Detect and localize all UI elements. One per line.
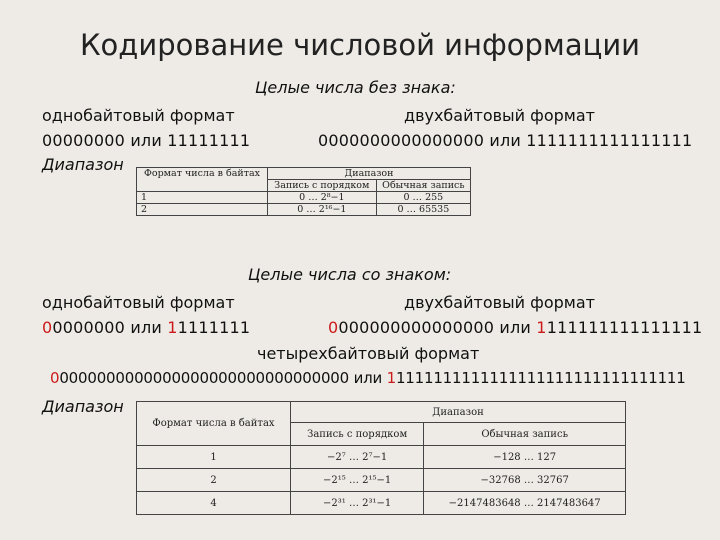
cell-order: 0 … 2⁸−1 [268, 192, 377, 204]
signed-heading: Целые числа со знаком: [248, 265, 452, 284]
signed-four-byte-label: четырехбайтовый формат [257, 344, 480, 363]
unsigned-range-table [136, 167, 471, 216]
table-row [137, 204, 471, 216]
signed-two-byte-values [328, 318, 702, 337]
value-bits: 000000000000000 [338, 318, 495, 337]
table-row [137, 192, 471, 204]
cell-bytes: 2 [137, 469, 291, 492]
signed-range-label: Диапазон [42, 397, 124, 416]
table-header-row [137, 402, 626, 423]
value-bits: 111111111111111 [546, 318, 703, 337]
cell-order: −2³¹ … 2³¹−1 [291, 492, 424, 515]
header-bytes: Формат числа в байтах [137, 402, 291, 446]
value-bits: 1111111 [177, 318, 251, 337]
signed-range-table [136, 401, 626, 515]
sign-bit: 0 [42, 318, 53, 337]
sign-bit: 1 [536, 318, 547, 337]
unsigned-one-byte-label: однобайтовый формат [42, 106, 235, 125]
signed-one-byte-label: однобайтовый формат [42, 293, 235, 312]
value-bits: 0000000000000000000000000000000 [59, 369, 349, 387]
header-bytes: Формат числа в байтах [137, 168, 268, 192]
cell-order: −2¹⁵ … 2¹⁵−1 [291, 469, 424, 492]
sign-bit: 1 [386, 369, 396, 387]
cell-bytes: 1 [137, 446, 291, 469]
signed-four-byte-values [50, 369, 686, 387]
header-normal: Обычная запись [424, 423, 626, 446]
table-row [137, 446, 626, 469]
header-range: Диапазон [291, 402, 626, 423]
table-row [137, 492, 626, 515]
unsigned-two-byte-label: двухбайтовый формат [404, 106, 595, 125]
or-word: или [349, 369, 387, 387]
table-row [137, 469, 626, 492]
value-bits: 0000000 [52, 318, 126, 337]
header-range: Диапазон [268, 168, 471, 180]
header-normal: Обычная запись [376, 180, 470, 192]
cell-bytes: 2 [137, 204, 268, 216]
cell-order: 0 … 2¹⁶−1 [268, 204, 377, 216]
header-order: Запись с порядком [291, 423, 424, 446]
or-word: или [125, 318, 168, 337]
value-bits: 1111111111111111111111111111111 [395, 369, 686, 387]
sign-bit: 0 [328, 318, 339, 337]
cell-normal: −2147483648 … 2147483647 [424, 492, 626, 515]
cell-bytes: 1 [137, 192, 268, 204]
page-title: Кодирование числовой информации [79, 28, 641, 62]
signed-one-byte-values [42, 318, 250, 337]
sign-bit: 1 [167, 318, 178, 337]
unsigned-range-label: Диапазон [42, 155, 124, 174]
cell-bytes: 4 [137, 492, 291, 515]
header-order: Запись с порядком [268, 180, 377, 192]
cell-normal: −128 … 127 [424, 446, 626, 469]
or-word: или [494, 318, 537, 337]
cell-normal: 0 … 65535 [376, 204, 470, 216]
table-header-row [137, 168, 471, 180]
unsigned-two-byte-values: 0000000000000000 или 1111111111111111 [318, 131, 693, 150]
cell-normal: −32768 … 32767 [424, 469, 626, 492]
cell-normal: 0 … 255 [376, 192, 470, 204]
cell-order: −2⁷ … 2⁷−1 [291, 446, 424, 469]
sign-bit: 0 [50, 369, 60, 387]
signed-two-byte-label: двухбайтовый формат [404, 293, 595, 312]
unsigned-heading: Целые числа без знака: [255, 78, 456, 97]
unsigned-one-byte-values: 00000000 или 11111111 [42, 131, 251, 150]
